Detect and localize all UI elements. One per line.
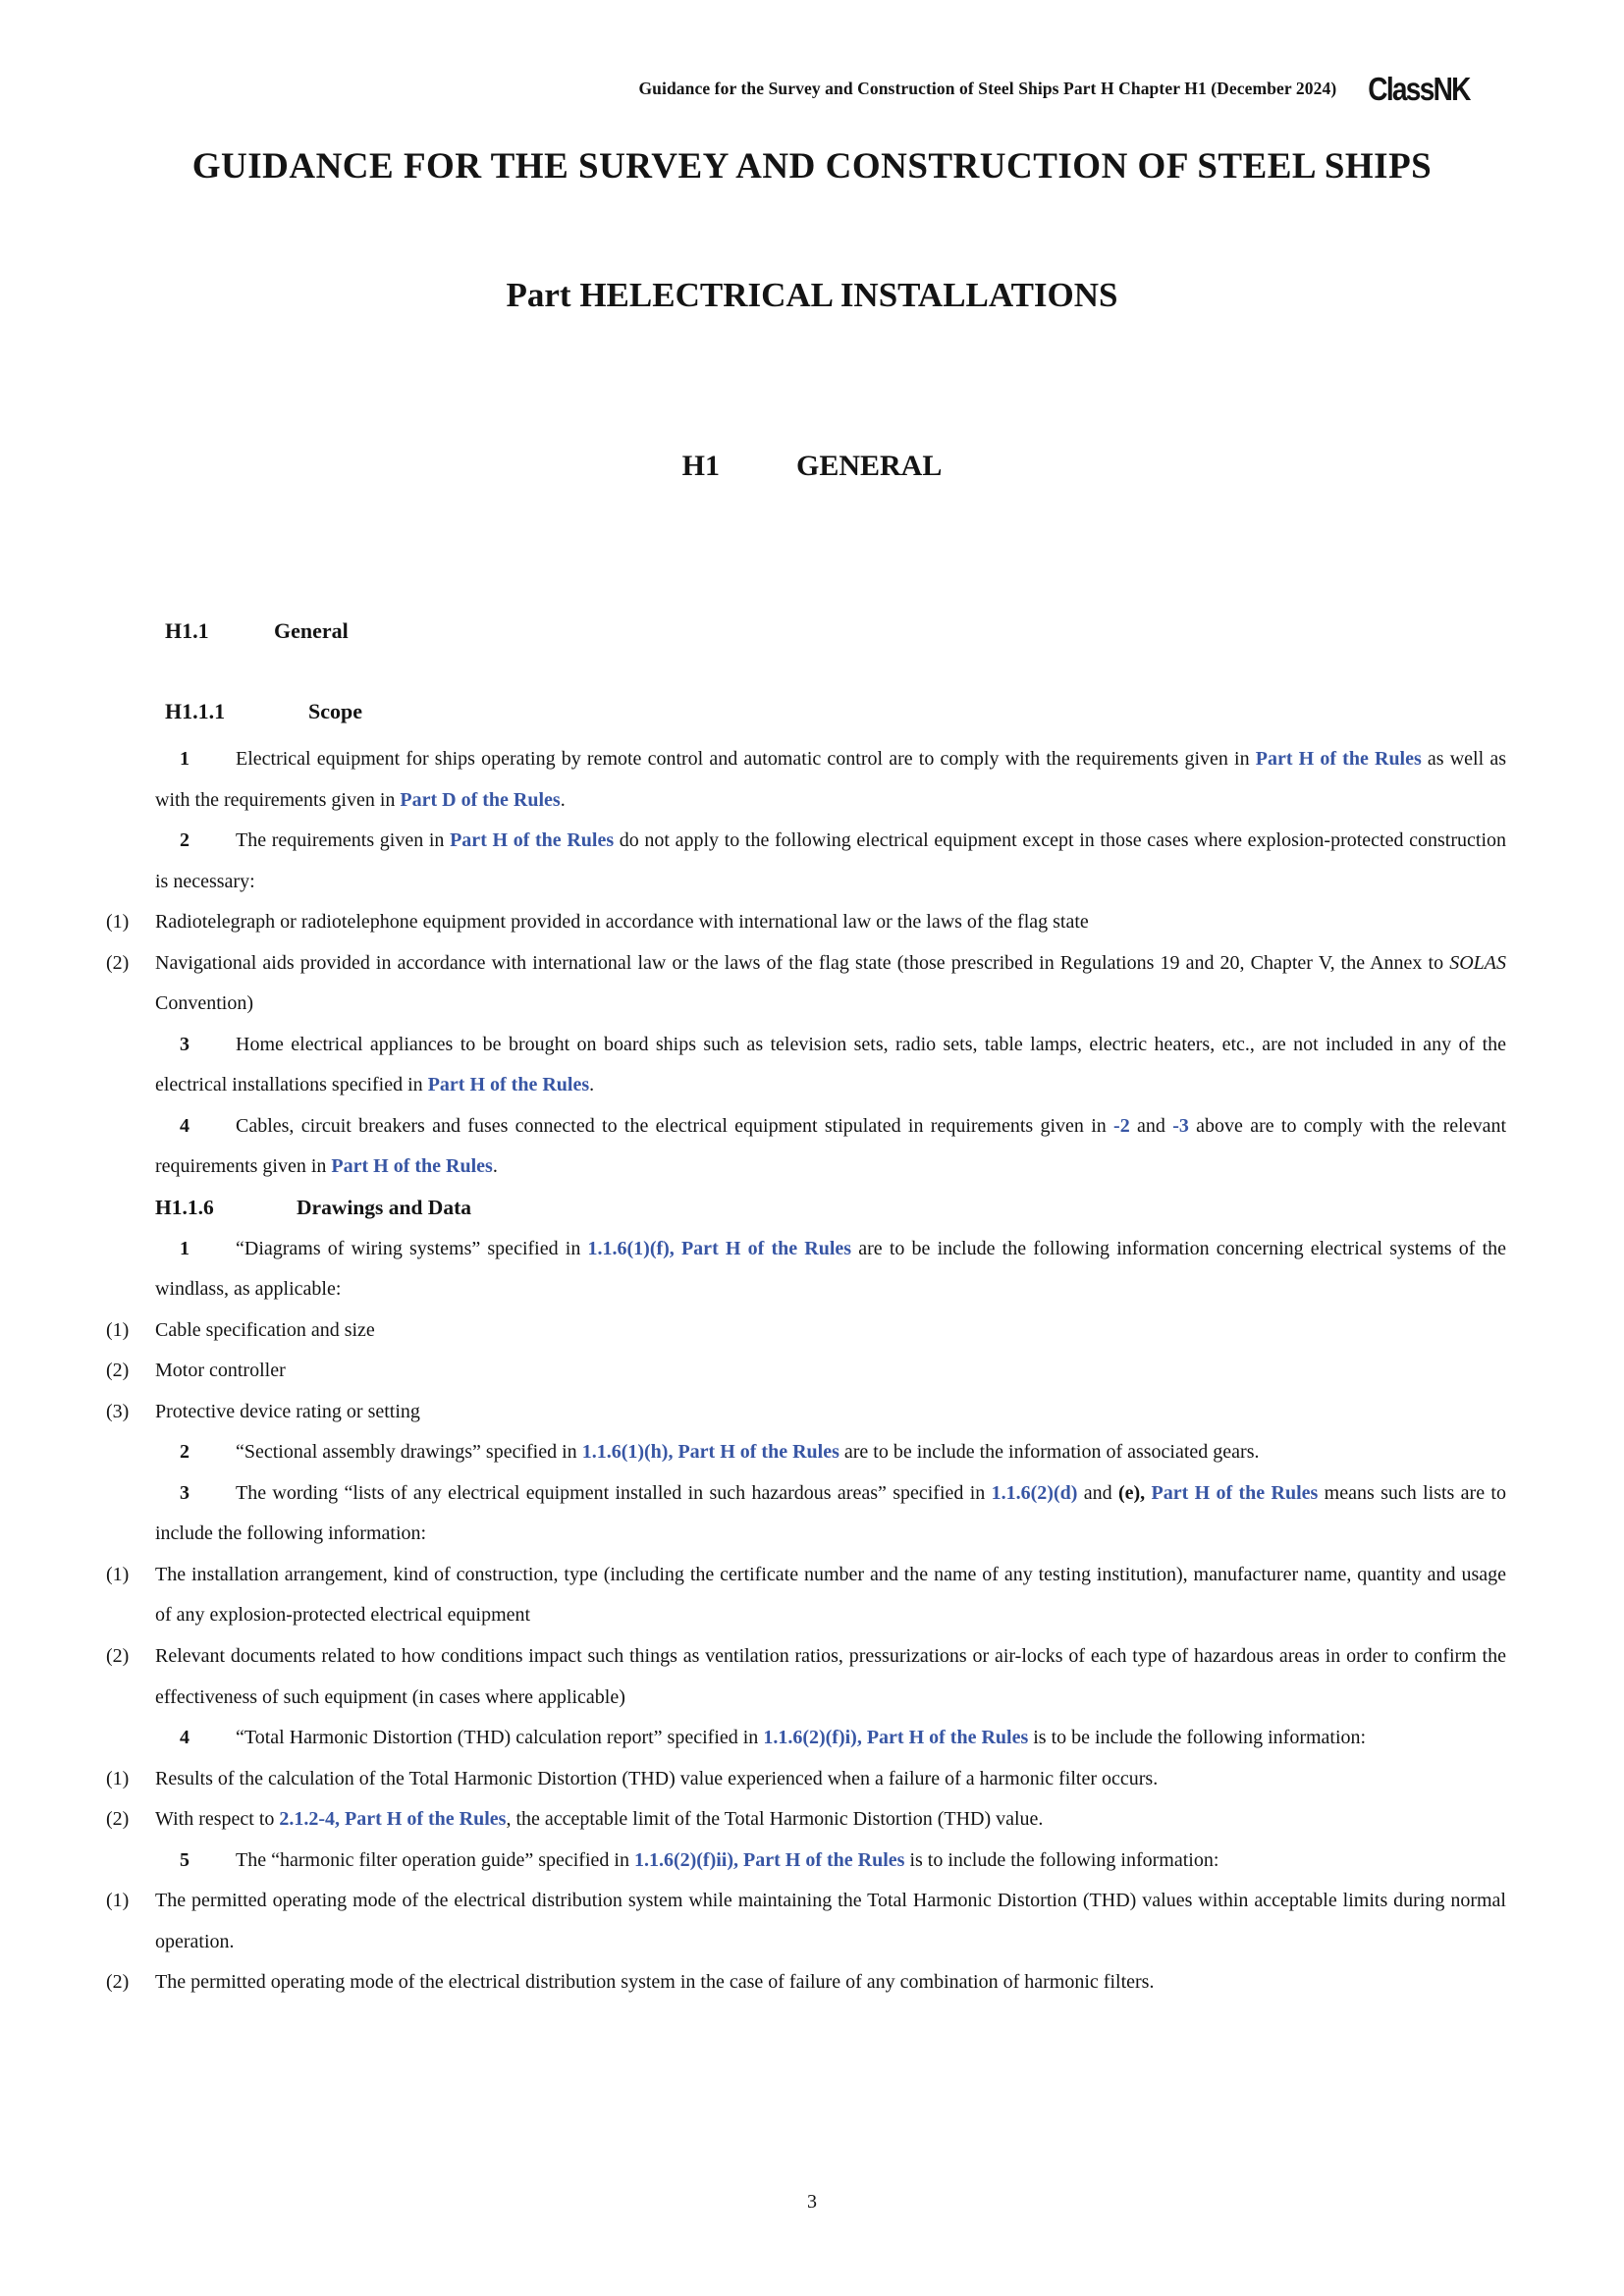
inline-section-heading (155, 1188, 1506, 1229)
subsection-heading (165, 699, 362, 724)
paragraph-number: 5 (180, 1848, 189, 1871)
rule-reference-link[interactable]: 1.1.6(2)(f)i), Part H of the Rules (763, 1727, 1029, 1749)
heading-number: H1.1.6 (155, 1196, 214, 1220)
text-segment: above are to comply with the relevant requirements given in (155, 1114, 1506, 1178)
text-segment: . (492, 1155, 498, 1178)
item-marker: (2) (106, 1808, 130, 1831)
text-segment: , the acceptable limit of the Total Harmonic Distortion (THD) value. (506, 1808, 1044, 1831)
list-item (106, 1636, 1506, 1718)
paragraph-number: 1 (180, 1237, 189, 1259)
rule-reference-link[interactable]: -2 (1113, 1114, 1130, 1137)
rule-reference-link[interactable]: Part H of the Rules (1255, 748, 1422, 770)
text-segment: Protective device rating or setting (155, 1400, 420, 1422)
rule-reference-link[interactable]: 1.1.6(2)(d) (991, 1481, 1078, 1504)
text-segment: and (1129, 1114, 1173, 1137)
text-segment: means such lists are to include the following information: (155, 1481, 1506, 1545)
page-number: 3 (807, 2191, 817, 2213)
paragraph (155, 1432, 1506, 1473)
item-marker: (1) (106, 1563, 130, 1585)
text-segment: Motor controller (155, 1360, 286, 1382)
list-item (106, 1799, 1506, 1841)
list-item (106, 1351, 1506, 1392)
rule-reference-link[interactable]: Part H of the Rules (1151, 1481, 1319, 1504)
list-item (106, 943, 1506, 1025)
bold-text: (e), (1117, 1481, 1146, 1504)
text-segment: are to be include the following information concerning electrical systems of the windlass, as applicable: (155, 1237, 1507, 1301)
subsection-number: H1.1.1 (165, 699, 226, 723)
text-segment: Relevant documents related to how conditions impact such things as ventilation ratios, pressurizations or air-locks of each type of hazardous areas in order to confirm the effectiveness of such equipment (in cases where applicable) (155, 1645, 1506, 1708)
paragraph-number: 2 (180, 829, 189, 852)
paragraph-number: 3 (180, 1033, 189, 1055)
text-segment: Cable specification and size (155, 1318, 375, 1341)
chapter-heading (0, 450, 1624, 483)
text-segment: are to be include the information of associated gears. (839, 1441, 1260, 1464)
paragraph-number: 1 (180, 748, 189, 770)
text-segment: The wording “lists of any electrical equipment installed in such hazardous areas” specified in (236, 1481, 992, 1504)
part-label: Part H (506, 276, 607, 314)
text-segment: The “harmonic filter operation guide” specified in (236, 1848, 634, 1871)
text-segment: Electrical equipment for ships operating by remote control and automatic control are to comply with the requirements given in (236, 748, 1256, 770)
text-segment: The permitted operating mode of the electrical distribution system while maintaining the Total Harmonic Distortion (THD) values within acceptable limits during normal operation. (155, 1890, 1506, 1952)
rule-reference-link[interactable]: 1.1.6(1)(h), Part H of the Rules (581, 1441, 839, 1464)
paragraph (155, 1025, 1506, 1106)
text-segment: “Sectional assembly drawings” specified in (236, 1441, 582, 1464)
paragraph (155, 1229, 1506, 1310)
rule-reference-link[interactable]: 1.1.6(2)(f)ii), Part H of the Rules (633, 1848, 905, 1871)
section-number: H1.1 (165, 618, 209, 643)
part-title (0, 276, 1624, 315)
paragraph (155, 1718, 1506, 1759)
text-segment: is to include the following information: (904, 1848, 1219, 1871)
text-segment: . (589, 1074, 595, 1096)
text-segment: Home electrical appliances to be brought on board ships such as television sets, radio sets, table lamps, electric heaters, etc., are not included in any of the electrical installations specified in (155, 1033, 1506, 1096)
paragraph (155, 1841, 1506, 1882)
item-marker: (2) (106, 951, 130, 974)
paragraph (155, 1106, 1506, 1188)
rule-reference-link[interactable]: Part H of the Rules (427, 1074, 590, 1096)
classnk-logo: ClassNK (1368, 71, 1470, 107)
text-segment: The permitted operating mode of the electrical distribution system in the case of failure of any combination of harmonic filters. (155, 1971, 1155, 1994)
text-segment: Results of the calculation of the Total Harmonic Distortion (THD) value experienced when a failure of a harmonic filter occurs. (155, 1767, 1159, 1789)
list-item (106, 1310, 1506, 1352)
rule-reference-link[interactable]: Part H of the Rules (331, 1155, 493, 1178)
item-marker: (1) (106, 1767, 130, 1789)
item-marker: (2) (106, 1360, 130, 1382)
text-segment: “Total Harmonic Distortion (THD) calculation report” specified in (236, 1727, 764, 1749)
item-marker: (1) (106, 1318, 130, 1341)
list-item (106, 1759, 1506, 1800)
item-marker: (2) (106, 1645, 130, 1668)
item-marker: (1) (106, 1890, 130, 1912)
paragraph (155, 1473, 1506, 1555)
text-segment: With respect to (155, 1808, 280, 1831)
text-segment: Convention) (155, 992, 253, 1015)
text-segment: Radiotelegraph or radiotelephone equipment provided in accordance with international law or the laws of the flag state (155, 911, 1089, 934)
italic-text: SOLAS (1449, 951, 1506, 974)
chapter-title: GENERAL (795, 450, 943, 482)
rule-reference-link[interactable]: Part H of the Rules (450, 829, 615, 852)
list-item (106, 902, 1506, 943)
main-title: GUIDANCE FOR THE SURVEY AND CONSTRUCTION OF STEEL SHIPS (191, 146, 1433, 187)
section-heading (165, 618, 349, 644)
paragraph-number: 3 (180, 1481, 189, 1504)
heading-title: Drawings and Data (297, 1196, 471, 1220)
paragraph (155, 821, 1506, 902)
item-marker: (1) (106, 911, 130, 934)
text-segment: Navigational aids provided in accordance with international law or the laws of the flag state (those prescribed in Regulations 19 and 20, Chapter V, the Annex to (155, 951, 1450, 974)
paragraph-number: 4 (180, 1114, 189, 1137)
paragraph-number: 4 (180, 1727, 189, 1749)
list-item (106, 1555, 1506, 1636)
list-item (106, 1392, 1506, 1433)
text-segment: “Diagrams of wiring systems” specified in (236, 1237, 588, 1259)
text-segment: . (560, 788, 566, 811)
text-segment: is to be include the following information: (1028, 1727, 1367, 1749)
list-item (106, 1881, 1506, 1962)
rule-reference-link[interactable]: 2.1.2-4, Part H of the Rules (279, 1808, 507, 1831)
document-reference-text: Guidance for the Survey and Construction of Steel Ships Part H Chapter H1 (December 2024) (638, 79, 1337, 98)
list-item (106, 1962, 1506, 2003)
part-title-text: ELECTRICAL INSTALLATIONS (606, 276, 1118, 314)
body-text (106, 739, 1507, 2003)
section-title: General (274, 618, 349, 643)
text-segment: The installation arrangement, kind of construction, type (including the certificate number and the name of any testing institution), manufacturer name, quantity and usage of any explosion-protected electrical equipment (155, 1563, 1506, 1627)
chapter-number: H1 (681, 450, 720, 482)
running-header (638, 73, 1470, 105)
rule-reference-link[interactable]: 1.1.6(1)(f), Part H of the Rules (587, 1237, 852, 1259)
text-segment: do not apply to the following electrical equipment except in those cases where explosion-protected construction is necessary: (155, 829, 1507, 892)
text-segment: The requirements given in (236, 829, 451, 852)
paragraph-number: 2 (180, 1441, 189, 1464)
rule-reference-link[interactable]: -3 (1172, 1114, 1189, 1137)
subsection-title: Scope (308, 699, 362, 723)
item-marker: (2) (106, 1971, 130, 1994)
rule-reference-link[interactable]: Part D of the Rules (400, 788, 561, 811)
paragraph (155, 739, 1506, 821)
item-marker: (3) (106, 1400, 130, 1422)
text-segment: and (1077, 1481, 1118, 1504)
text-segment: as well as with the requirements given in (155, 748, 1506, 811)
text-segment: Cables, circuit breakers and fuses connected to the electrical equipment stipulated in requirements given in (236, 1114, 1114, 1137)
